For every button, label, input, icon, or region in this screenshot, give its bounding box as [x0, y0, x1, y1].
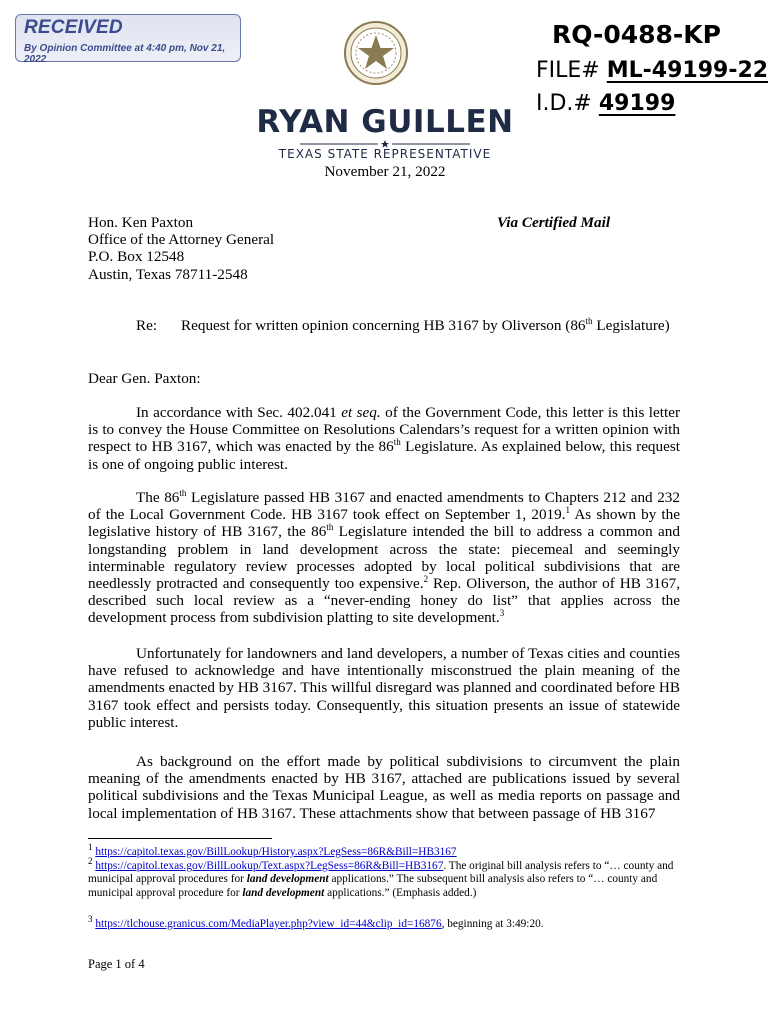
id-label: I.D.# [536, 91, 592, 116]
footnote-link[interactable]: https://capitol.texas.gov/BillLookup/Text.aspx?LegSess=86R&Bill=HB3167 [95, 860, 444, 872]
address-line: Hon. Ken Paxton [88, 214, 194, 231]
stamp-subtitle: By Opinion Committee at 4:40 pm, Nov 21, 2022 [24, 43, 226, 65]
letterhead-name: RYAN GUILLEN [256, 104, 514, 140]
id-value: 49199 [598, 91, 676, 116]
footnote-ref: 1 [565, 505, 571, 516]
footnote-ref: 2 [423, 573, 429, 584]
stamp-title: RECEIVED [24, 17, 123, 38]
body-paragraph: The 86th Legislature passed HB 3167 and enacted amendments to Chapters 212 and 232 of the Local Government Code. HB 3167 took effect on September 1, 2019.$^1$ As shown by the legislative history of HB 3167, the 86th Legislature intended the bill to address a common and longstanding problem in land development across the state: piecemeal and seemingly interminable regulatory review processes adopted by local political subdivisions that are needlessly protracted and consequently too expensive.$^2$ Rep. Oliverson, the author of HB 3167, described such local review as a “never-ending honey do list” that applies across the development process from subdivision platting to site development.$^3$ [88, 487, 680, 627]
footnote-link[interactable]: https://capitol.texas.gov/BillLookup/History.aspx?LegSess=86R&Bill=HB3167 [95, 846, 457, 858]
footnote: $^3$ https://tlchouse.granicus.com/MediaPlayer.php?view_id=44&clip_id=16876, beginning at 3:49:20. [88, 914, 544, 930]
recipient-address [88, 214, 274, 283]
body-paragraph: As background on the effort made by political subdivisions to circumvent the plain meaning of the amendments enacted by HB 3167, attached are publications issued by several political subdivisions and the Texas Municipal League, as well as media reports on passage and local implementation of HB 3167. These attachments show that between passage of HB 3167 [88, 753, 680, 822]
re-subject: Request for written opinion concerning HB 3167 by Oliverson (86th Legislature) [181, 315, 670, 334]
address-line: P.O. Box 12548 [88, 248, 185, 266]
salutation: Dear Gen. Paxton: [88, 370, 201, 387]
footnote: $^1$ https://capitol.texas.gov/BillLookup/History.aspx?LegSess=86R&Bill=HB3167 [88, 842, 457, 858]
file-value: ML-49199-22 [606, 58, 769, 83]
body-paragraph: Unfortunately for landowners and land developers, a number of Texas cities and counties have refused to acknowledge and have intentionally misconstrued the plain meaning of the amendments enacted by HB 3167. This willful disregard was planned and coordinated before HB 3167 took effect and persists today. Consequently, this situation presents an issue of statewide public interest. [88, 645, 680, 731]
letter-date: November 21, 2022 [324, 163, 446, 180]
delivery-method: Via Certified Mail [497, 214, 611, 231]
request-number: RQ-0488-KP [552, 20, 721, 49]
re-label: Re: [136, 317, 158, 334]
footnote-ref: 3 [499, 608, 505, 619]
letterhead-title: TEXAS STATE REPRESENTATIVE [278, 147, 492, 161]
footnote-divider [88, 838, 272, 839]
file-number-line [536, 58, 768, 84]
file-label: FILE# [536, 58, 600, 83]
footnote: $^2$ https://capitol.texas.gov/BillLookup/Text.aspx?LegSess=86R&Bill=HB3167. The original bill analysis refers to “… county and municipal approval procedures for land development applications.” The subsequent bill analysis also refers to “… county and municipal approval procedure for land development applications.” (Emphasis added.) [88, 856, 674, 899]
body-paragraph: In accordance with Sec. 402.041 et seq. of the Government Code, this letter is this letter is to convey the House Committee on Resolutions Calendars’s request for a written opinion with respect to HB 3167, which was enacted by the 86th Legislature. As explained below, this request is one of ongoing public interest. [88, 404, 680, 473]
address-line: Austin, Texas 78711-2548 [88, 265, 248, 283]
footnote-link[interactable]: https://tlchouse.granicus.com/MediaPlayer.php?view_id=44&clip_id=16876 [95, 918, 442, 930]
address-line: Office of the Attorney General [88, 231, 275, 249]
texas-house-seal-icon [343, 20, 409, 86]
received-stamp [15, 14, 241, 65]
page-number: Page 1 of 4 [88, 957, 145, 971]
